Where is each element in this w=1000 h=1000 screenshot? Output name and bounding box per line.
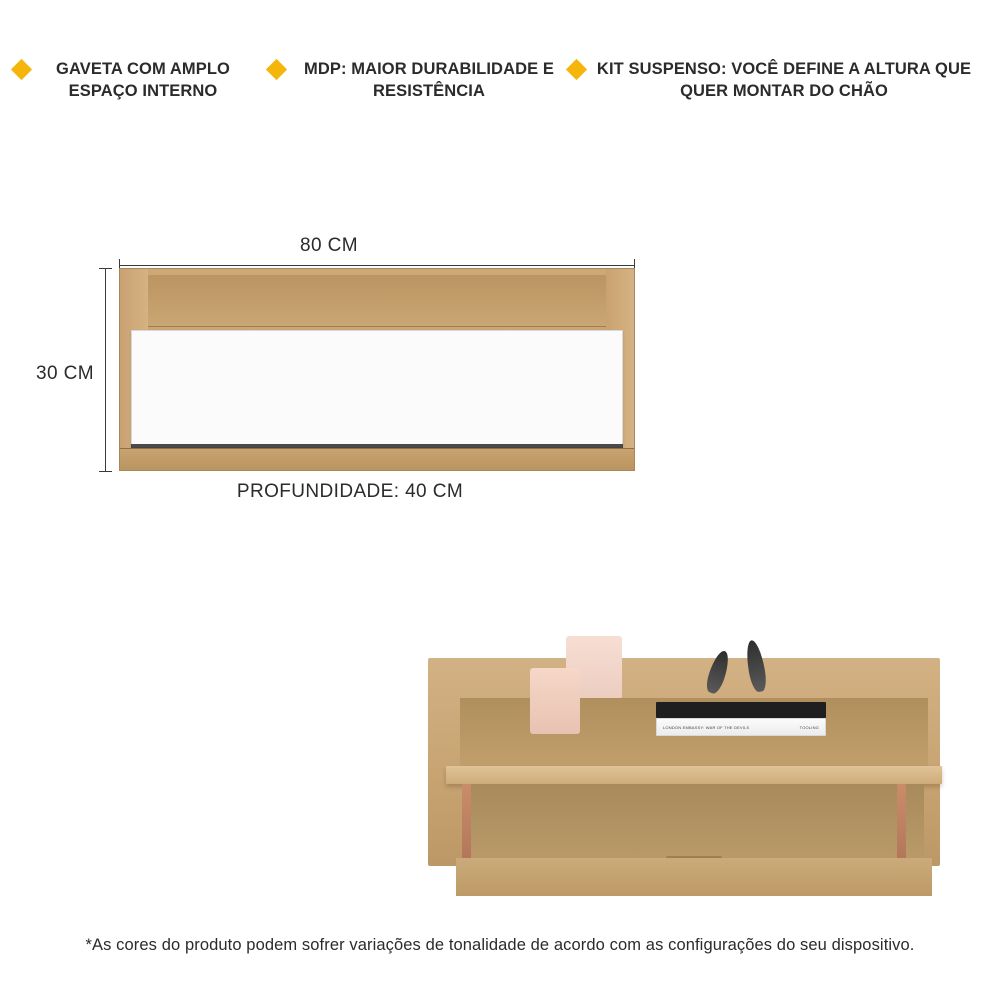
product-open-drawer-cavity	[464, 784, 924, 866]
cabinet-inner-back	[148, 275, 606, 327]
feature-label: MDP: MAIOR DURABILIDADE E RESISTÊNCIA	[304, 60, 554, 101]
width-dimension-line	[119, 265, 635, 266]
depth-dimension-label: PROFUNDIDADE: 40 CM	[236, 481, 464, 502]
cabinet-drawing	[119, 268, 635, 471]
drawer-rail-right	[897, 784, 906, 866]
feature-label: KIT SUSPENSO: VOCÊ DEFINE A ALTURA QUE QUER MONTAR DO CHÃO	[596, 60, 972, 101]
feature-item	[569, 58, 984, 103]
height-tick-bottom	[99, 471, 112, 472]
decor-book-stack	[656, 702, 826, 736]
decor-candle-short	[530, 668, 580, 734]
height-dimension-label: 30 CM	[36, 363, 94, 384]
diamond-icon	[11, 59, 32, 80]
decor-book-black	[656, 702, 826, 718]
feature-label: GAVETA COM AMPLO ESPAÇO INTERNO	[56, 60, 230, 101]
feature-item	[269, 58, 569, 103]
cabinet-base	[120, 448, 634, 470]
book-spine-title-left: LONDON EMBASSY: WAR OF THE DEVILS	[663, 724, 750, 730]
diamond-icon	[266, 59, 287, 80]
product-body	[428, 658, 940, 866]
book-spine-title-right: TOOLING	[799, 724, 819, 730]
feature-item	[14, 58, 269, 103]
color-disclaimer: *As cores do produto podem sofrer variações de tonalidade de acordo com as configurações do seu dispositivo.	[85, 936, 915, 954]
product-shelf	[446, 766, 942, 784]
cabinet-drawer-front	[131, 330, 623, 448]
decor-book-white	[656, 718, 826, 736]
height-tick-top	[99, 268, 112, 269]
product-bottom-panel	[456, 858, 932, 896]
height-dimension-line	[105, 268, 106, 471]
dimension-diagram	[30, 235, 670, 515]
diamond-icon	[566, 59, 587, 80]
feature-list	[0, 58, 1000, 103]
width-dimension-label: 80 CM	[300, 235, 358, 256]
product-photo	[418, 628, 950, 878]
drawer-rail-left	[462, 784, 471, 866]
